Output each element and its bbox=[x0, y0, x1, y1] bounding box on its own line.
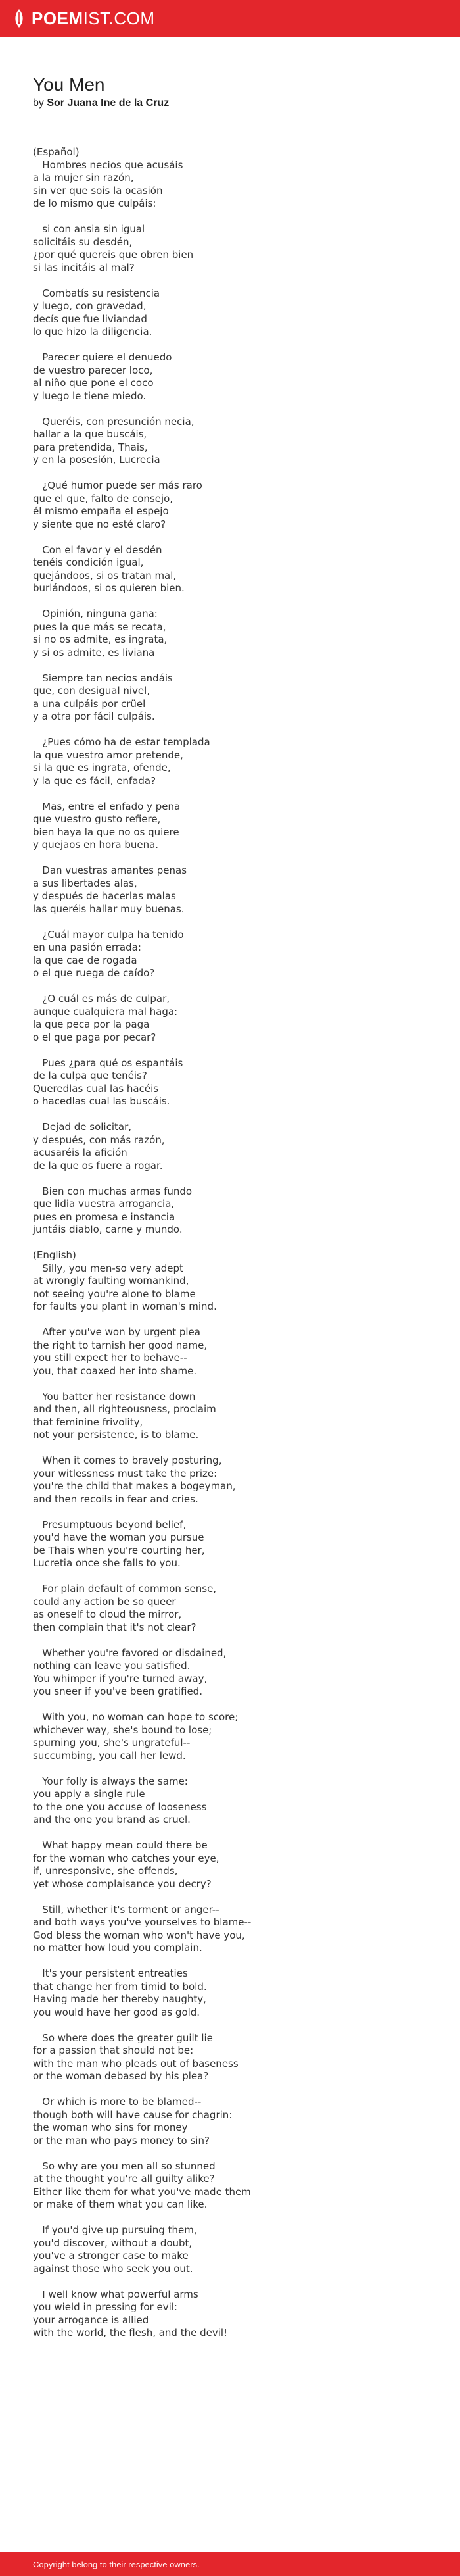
logo-light-part: IST.COM bbox=[83, 9, 155, 28]
logo-bold-part: POEM bbox=[32, 9, 83, 28]
poem-container bbox=[33, 74, 427, 2340]
site-logo-text bbox=[32, 10, 155, 27]
site-footer bbox=[0, 2552, 460, 2576]
quill-pen-icon bbox=[12, 9, 26, 28]
copyright-notice: Copyright belong to their respective owners. bbox=[33, 2559, 200, 2569]
byline bbox=[33, 97, 427, 109]
poem-title: You Men bbox=[33, 74, 105, 95]
poem-text: (Español) Hombres necios que acusáis a la mujer sin razón, sin ver que sois la ocasión de lo mismo que culpáis: si con ansia sin igual solicitáis su desdén, ¿por qué quereis que obren bien si las incitáis al mal? Combatís su resistencia y luego, con gravedad, decís que fue liviandad lo que hizo la diligencia. Parecer quiere el denuedo de vuestro parecer loco, al niño que pone el coco y luego le tiene miedo. Queréis, con presunción necia, hallar a la que buscáis, para pretendida, Thais, y en la posesión, Lucrecia ¿Qué humor puede ser más raro que el que, falto de consejo, él mismo empaña el espejo y siente que no esté claro? Con el favor y el desdén tenéis condición igual, quejándoos, si os tratan mal, burlándoos, si os quieren bien. Opinión, ninguna gana: pues la que más se recata, si no os admite, es ingrata, y si os admite, es liviana Siempre tan necios andáis que, con desigual nivel, a una culpáis por crüel y a otra por fácil culpáis. ¿Pues cómo ha de estar templada la que vuestro amor pretende, si la que es ingrata, ofende, y la que es fácil, enfada? Mas, entre el enfado y pena que vuestro gusto refiere, bien haya la que no os quiere y quejaos en hora buena. Dan vuestras amantes penas a sus libertades alas, y después de hacerlas malas las queréis hallar muy buenas. ¿Cuál mayor culpa ha tenido en una pasión errada: la que cae de rogada o el que ruega de caído? ¿O cuál es más de culpar, aunque cualquiera mal haga: la que peca por la paga o el que paga por pecar? Pues ¿para qué os espantáis de la culpa que tenéis? Queredlas cual las hacéis o hacedlas cual las buscáis. Dejad de solicitar, y después, con más razón, acusaréis la afición de la que os fuere a rogar. Bien con muchas armas fundo que lidia vuestra arrogancia, pues en promesa e instancia juntáis diablo, carne y mundo. (English) Silly, you men-so very adept at wrongly faulting womankind, not seeing you're alone to blame for faults you plant in woman's mind. After you've won by urgent plea the right to tarnish her good name, you still expect her to behave-- you, that coaxed her into shame. You batter her resistance down and then, all righteousness, proclaim that feminine frivolity, not your persistence, is to blame. When it comes to bravely posturing, your witlessness must take the prize: you're the child that makes a bogeyman, and then recoils in fear and cries. Presumptuous beyond belief, you'd have the woman you pursue be Thais when you're courting her, Lucretia once she falls to you. For plain default of common sense, could any action be so queer as oneself to cloud the mirror, then complain that it's not clear? Whether you're favored or disdained, nothing can leave you satisfied. You whimper if you're turned away, you sneer if you've been gratified. With you, no woman can hope to score; whichever way, she's bound to lose; spurning you, she's ungrateful-- succumbing, you call her lewd. Your folly is always the same: you apply a single rule to the one you accuse of looseness and the one you brand as cruel. What happy mean could there be for the woman who catches your eye, if, unresponsive, she offends, yet whose complaisance you decry? Still, whether it's torment or anger-- and both ways you've yourselves to blame-- God bless the woman who won't have you, no matter how loud you complain. It's your persistent entreaties that change her from timid to bold. Having made her thereby naughty, you would have her good as gold. So where does the greater guilt lie for a passion that should not be: with the man who pleads out of baseness or the woman debased by his plea? Or which is more to be blamed-- though both will have cause for chagrin: the woman who sins for money or the man who pays money to sin? So why are you men all so stunned at the thought you're all guilty alike? Either like them for what you've made them or make of them what you can like. If you'd give up pursuing them, you'd discover, without a doubt, you've a stronger case to make against those who seek you out. I well know what powerful arms you wield in pressing for evil: your arrogance is allied with the world, the flesh, and the devil! bbox=[33, 146, 252, 2339]
site-header bbox=[0, 0, 460, 37]
by-label: by bbox=[33, 97, 44, 109]
author-link[interactable]: Sor Juana Ine de la Cruz bbox=[47, 97, 170, 109]
site-logo-link[interactable] bbox=[12, 9, 155, 28]
